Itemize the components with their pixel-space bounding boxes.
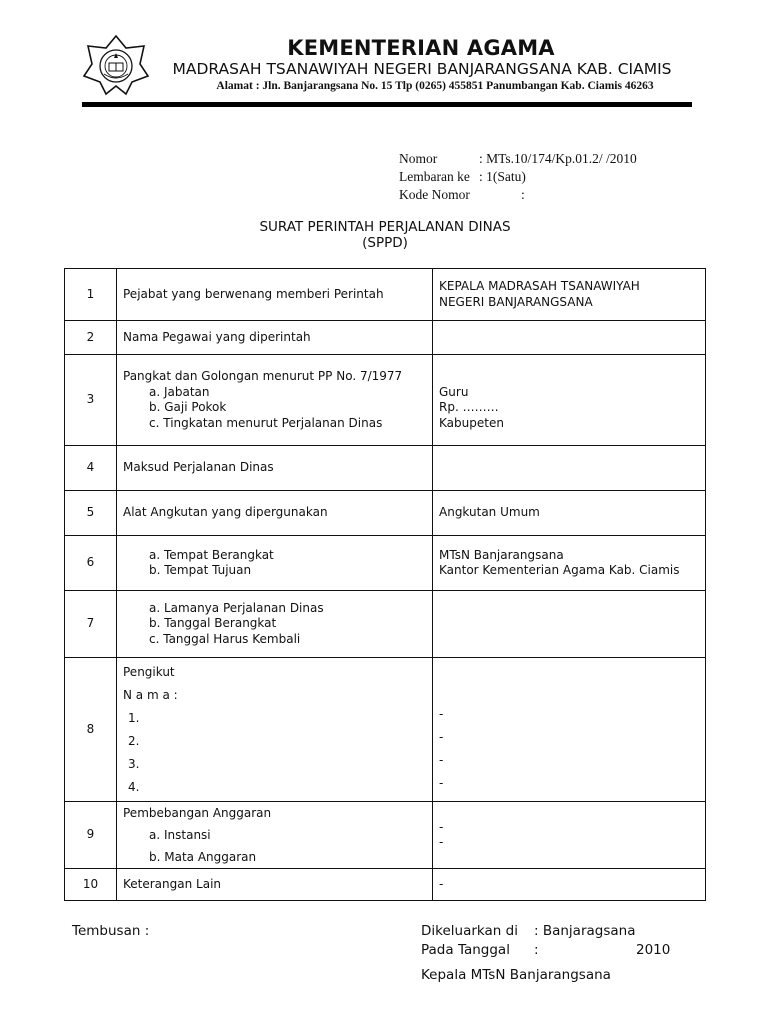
meta-kode [399,186,637,204]
value-line: Kantor Kementerian Agama Kab. Ciamis [439,563,680,577]
issue-block [421,922,670,985]
header-divider [82,102,692,107]
document-title [150,219,620,251]
letter-meta [399,150,637,204]
value-dash: - [439,730,444,744]
issued-date-year: 2010 [636,942,671,958]
title-line-1: SURAT PERINTAH PERJALANAN DINAS [259,219,511,235]
title-line-2: (SPPD) [362,235,408,251]
row-label: Maksud Perjalanan Dinas [117,446,433,491]
value-line: Guru [439,384,469,399]
value-line: Rp. ……… [439,400,499,414]
row-number: 8 [65,658,117,802]
row-value [433,536,706,591]
row-number: 2 [65,321,117,355]
school-name: MADRASAH TSANAWIYAH NEGERI BANJARANGSANA KAB. CIAMIS [172,60,672,78]
list-item: 2. [128,733,140,748]
meta-nomor-label: Nomor [399,151,438,166]
table-row [65,869,706,901]
label-sub-b: b. Tempat Tujuan [149,563,252,577]
ministry-logo [82,34,150,96]
row-number: 6 [65,536,117,591]
table-row [65,491,706,536]
row-number: 3 [65,355,117,446]
row-value [433,321,706,355]
value-line: NEGERI BANJARANGSANA [439,294,593,309]
label-sub-a: a. Tempat Berangkat [149,547,274,562]
value-dash: - [439,707,444,721]
row-number: 1 [65,269,117,321]
signatory-title: Kepala MTsN Banjarangsana [421,967,611,983]
label-sub-a: a. Jabatan [149,384,210,399]
row-label [117,355,433,446]
label-nama: N a m a : [123,687,178,702]
row-number: 7 [65,591,117,658]
row-value [433,591,706,658]
label-sub-b: b. Tanggal Berangkat [149,616,277,631]
label-sub-b: b. Mata Anggaran [149,850,257,864]
row-label: Keterangan Lain [117,869,433,901]
row-label: Nama Pegawai yang diperintah [117,321,433,355]
label-pengikut: Pengikut [123,664,175,679]
row-number: 9 [65,802,117,869]
issued-date-colon: : [534,942,539,958]
row-value [433,355,706,446]
value-dash: - [439,835,444,849]
row-label [117,536,433,591]
row-value: - [433,869,706,901]
meta-lembaran [399,168,637,186]
sppd-table [64,268,706,901]
row-label [117,658,433,802]
row-value [433,269,706,321]
issued-at-label: Dikeluarkan di [421,923,518,939]
label-line: Pembebangan Anggaran [123,806,272,820]
table-row [65,591,706,658]
value-line: MTsN Banjarangsana [439,547,564,562]
row-value [433,802,706,869]
row-label [117,591,433,658]
value-dash: - [439,776,444,790]
row-value [433,446,706,491]
school-address: Alamat : Jln. Banjarangsana No. 15 Tlp (0265) 455851 Panumbangan Kab. Ciamis 46263 [216,80,654,92]
list-item: 4. [128,779,140,794]
row-number: 5 [65,491,117,536]
list-item: 1. [128,710,140,725]
meta-kode-label: Kode Nomor [399,187,470,202]
table-row [65,802,706,869]
table-row [65,446,706,491]
table-row [65,321,706,355]
value-line: Kabupeten [439,415,504,430]
row-label: Alat Angkutan yang dipergunakan [117,491,433,536]
meta-nomor-value: : MTs.10/174/Kp.01.2/ /2010 [479,151,637,166]
row-label: Pejabat yang berwenang memberi Perintah [117,269,433,321]
label-sub-a: a. Lamanya Perjalanan Dinas [149,600,324,615]
issued-at-row [421,922,670,941]
label-sub-b: b. Gaji Pokok [149,400,227,414]
value-dash: - [439,819,444,834]
row-value [433,658,706,802]
ministry-title: KEMENTERIAN AGAMA [287,36,555,60]
row-number: 10 [65,869,117,901]
meta-kode-value: : [521,187,525,202]
issued-date-label: Pada Tanggal [421,942,510,958]
meta-nomor [399,150,637,168]
issued-date-row [421,941,670,960]
label-sub-c: c. Tanggal Harus Kembali [149,631,301,646]
table-row [65,269,706,321]
table-row [65,355,706,446]
table-row [65,658,706,802]
tembusan-label: Tembusan : [72,923,150,939]
label-line: Pangkat dan Golongan menurut PP No. 7/1977 [123,369,403,383]
label-sub-c: c. Tingkatan menurut Perjalanan Dinas [149,415,383,430]
meta-lembaran-value: : 1(Satu) [479,169,526,184]
row-number: 4 [65,446,117,491]
issued-at-value: : Banjaragsana [534,923,636,939]
meta-lembaran-label: Lembaran ke [399,169,470,184]
row-value: Angkutan Umum [433,491,706,536]
value-line: KEPALA MADRASAH TSANAWIYAH [439,279,640,293]
label-sub-a: a. Instansi [149,828,211,842]
list-item: 3. [128,756,140,771]
table-row [65,536,706,591]
row-label [117,802,433,869]
value-dash: - [439,753,444,767]
